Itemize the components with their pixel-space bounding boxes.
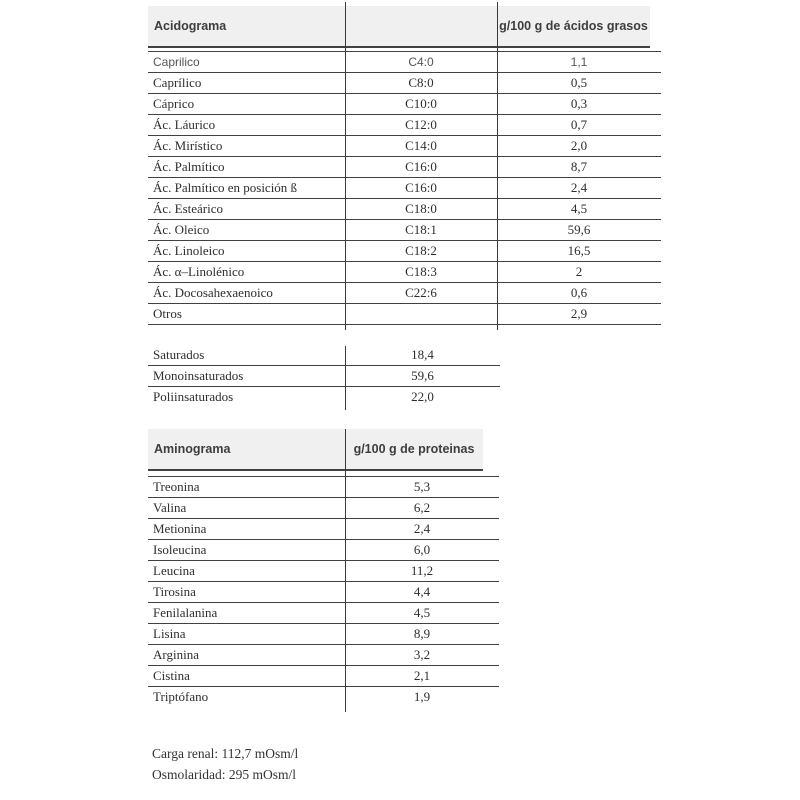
fatty-acid-value: 0,6: [570, 285, 588, 300]
table-row: [148, 241, 661, 262]
fatty-acid-name: Ác. Palmítico: [153, 159, 225, 174]
amino-acid-name: Tirosina: [153, 584, 196, 599]
fat-summary-rows: [148, 345, 500, 407]
amino-acid-name: Leucina: [153, 563, 195, 578]
fatty-acid-code: C12:0: [405, 117, 437, 132]
fatty-acid-code: C16:0: [405, 159, 437, 174]
fat-class-name: Saturados: [153, 347, 205, 362]
table-row: [148, 561, 499, 582]
table-row: [148, 540, 499, 561]
fatty-acid-value: 16,5: [567, 243, 591, 258]
fatty-acid-code: C14:0: [405, 138, 437, 153]
fatty-acid-name: Ác. Docosahexaenoico: [153, 285, 273, 300]
column-divider: [345, 346, 346, 410]
acidograma-header-row: [148, 6, 650, 48]
aminograma-header-row: [148, 429, 483, 471]
osmolarity-note: Osmolaridad: 295 mOsm/l: [152, 767, 296, 782]
fatty-acid-value: 4,5: [570, 201, 588, 216]
table-row: [148, 477, 499, 498]
column-divider: [345, 2, 346, 330]
amino-acid-value: 1,9: [413, 689, 431, 704]
fatty-acid-name: Ác. Mirístico: [153, 138, 223, 153]
table-row: [148, 136, 661, 157]
fatty-acid-code: C8:0: [408, 75, 434, 90]
fatty-acid-code: C4:0: [408, 55, 434, 69]
table-row: [148, 666, 499, 687]
table-row: [148, 304, 661, 325]
fat-class-value: 18,4: [411, 347, 434, 362]
table-row: [148, 73, 661, 94]
amino-acid-value: 4,5: [413, 605, 431, 620]
amino-acid-value: 3,2: [413, 647, 431, 662]
table-row: [148, 603, 499, 624]
fatty-acid-code: C18:1: [405, 222, 437, 237]
acidograma-title: Acidograma: [154, 19, 227, 33]
footer-notes: [152, 743, 298, 785]
fatty-acid-name: Ác. Palmítico en posición ß: [153, 180, 298, 195]
table-row: [148, 624, 499, 645]
fatty-acid-code: C16:0: [405, 180, 437, 195]
table-row: [148, 687, 499, 707]
table-row: [148, 519, 499, 540]
fatty-acid-name: Ác. α–Linolénico: [153, 264, 245, 279]
fatty-acid-name: Otros: [153, 306, 182, 321]
fatty-acid-name: Caprílico: [153, 75, 202, 90]
table-row: [148, 345, 500, 366]
amino-acid-value: 4,4: [413, 584, 431, 599]
fatty-acid-name: Ác. Láurico: [153, 117, 216, 132]
fatty-acid-code: C18:0: [405, 201, 437, 216]
amino-acid-name: Triptófano: [153, 689, 209, 704]
table-row: [148, 645, 499, 666]
fat-class-name: Poliinsaturados: [153, 389, 234, 404]
renal-load-note: Carga renal: 112,7 mOsm/l: [152, 746, 299, 761]
fat-summary-table: [148, 345, 500, 407]
amino-acid-value: 8,9: [413, 626, 431, 641]
amino-acid-name: Treonina: [153, 479, 200, 494]
amino-acid-name: Cistina: [153, 668, 190, 683]
table-row: [148, 52, 661, 73]
fatty-acid-code: C22:6: [405, 285, 437, 300]
amino-acid-value: 2,4: [413, 521, 431, 536]
fatty-acid-value: 1,1: [570, 55, 588, 69]
column-divider: [345, 429, 346, 712]
fatty-acid-value: 2,4: [570, 180, 588, 195]
amino-acid-value: 5,3: [413, 479, 431, 494]
fatty-acid-name: Ác. Oleico: [153, 222, 210, 237]
aminograma-unit-header: g/100 g de proteinas: [353, 442, 475, 456]
amino-acid-name: Metionina: [153, 521, 207, 536]
table-row: [148, 387, 500, 407]
amino-acid-value: 2,1: [413, 668, 431, 683]
aminograma-title: Aminograma: [154, 442, 231, 456]
aminograma-table: [148, 429, 499, 707]
acidograma-unit-header: g/100 g de ácidos grasos: [499, 19, 648, 33]
fatty-acid-value: 2: [575, 264, 583, 279]
amino-acid-value: 11,2: [410, 563, 434, 578]
fatty-acid-name: Caprilico: [153, 55, 200, 69]
fatty-acid-value: 2,0: [570, 138, 588, 153]
fatty-acid-name: Cáprico: [153, 96, 195, 111]
table-row: [148, 498, 499, 519]
amino-acid-name: Fenilalanina: [153, 605, 218, 620]
fatty-acid-value: 2,9: [570, 306, 588, 321]
amino-acid-name: Lisina: [153, 626, 186, 641]
fatty-acid-code: C10:0: [405, 96, 437, 111]
fatty-acid-value: 0,7: [570, 117, 588, 132]
amino-acid-name: Valina: [153, 500, 187, 515]
fat-class-value: 59,6: [411, 368, 434, 383]
table-row: [148, 582, 499, 603]
fatty-acid-value: 0,3: [570, 96, 588, 111]
fatty-acid-value: 0,5: [570, 75, 588, 90]
aminograma-rows: [148, 476, 499, 707]
fatty-acid-name: Ác. Linoleico: [153, 243, 225, 258]
table-row: [148, 178, 661, 199]
fatty-acid-value: 59,6: [567, 222, 591, 237]
fatty-acid-name: Ác. Esteárico: [153, 201, 224, 216]
table-row: [148, 366, 500, 387]
amino-acid-value: 6,2: [413, 500, 431, 515]
table-row: [148, 94, 661, 115]
table-row: [148, 115, 661, 136]
fat-class-value: 22,0: [411, 389, 434, 404]
table-row: [148, 199, 661, 220]
table-row: [148, 283, 661, 304]
table-row: [148, 220, 661, 241]
fat-class-name: Monoinsaturados: [153, 368, 244, 383]
column-divider: [497, 2, 498, 330]
acidograma-table: [148, 0, 661, 325]
amino-acid-name: Isoleucina: [153, 542, 207, 557]
fatty-acid-value: 8,7: [570, 159, 588, 174]
table-row: [148, 262, 661, 283]
fatty-acid-code: C18:2: [405, 243, 437, 258]
amino-acid-name: Arginina: [153, 647, 199, 662]
fatty-acid-code: C18:3: [405, 264, 437, 279]
acidograma-rows: [148, 51, 661, 325]
amino-acid-value: 6,0: [413, 542, 431, 557]
table-row: [148, 157, 661, 178]
